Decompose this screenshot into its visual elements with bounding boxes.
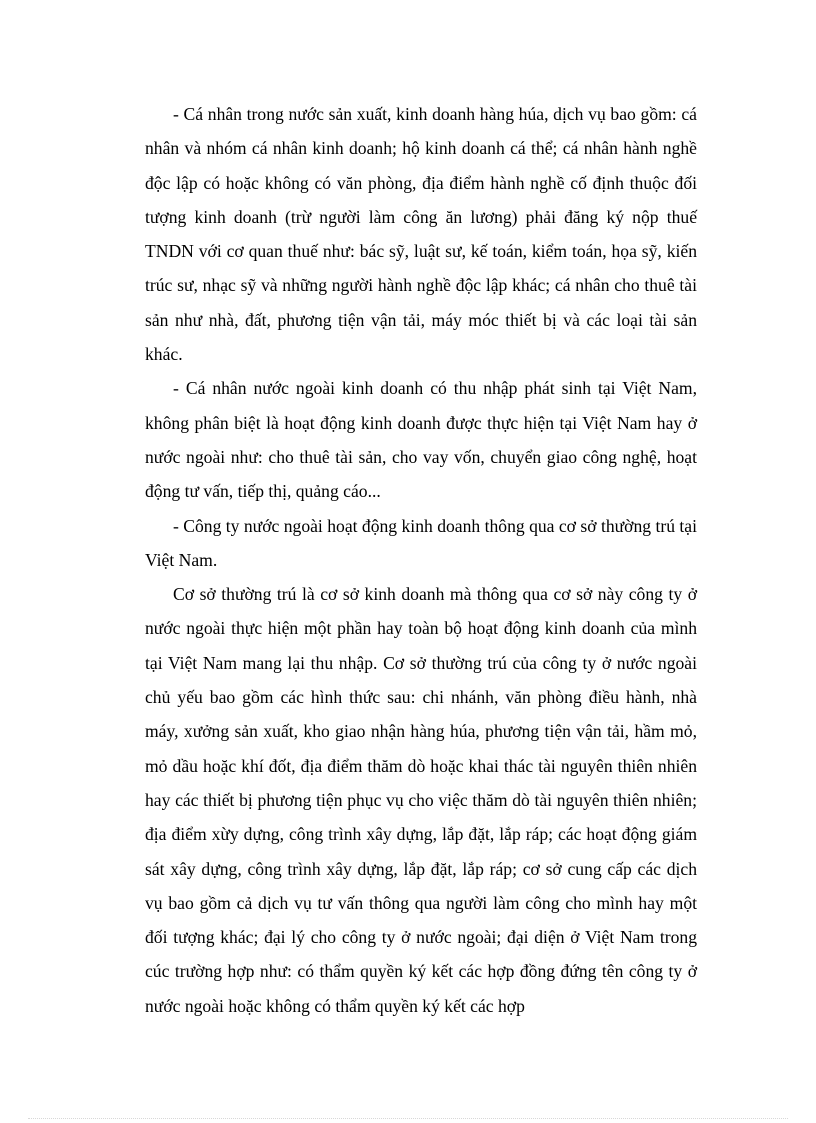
page-bottom-divider (28, 1118, 788, 1119)
paragraph-permanent-establishment: Cơ sở thường trú là cơ sở kinh doanh mà thông qua cơ sở này công ty ở nước ngoài thực hiện một phần hay toàn bộ hoạt động kinh doanh của mình tại Việt Nam mang lại thu nhập. Cơ sở thường trú của công ty ở nước ngoài chủ yếu bao gồm các hình thức sau: chi nhánh, văn phòng điều hành, nhà máy, xưởng sản xuất, kho giao nhận hàng húa, phương tiện vận tải, hầm mỏ, mỏ dầu hoặc khí đốt, địa điểm thăm dò hoặc khai thác tài nguyên thiên nhiên hay các thiết bị phương tiện phục vụ cho việc thăm dò tài nguyên thiên nhiên; địa điểm xừy dựng, công trình xây dựng, lắp đặt, lắp ráp; các hoạt động giám sát xây dựng, công trình xây dựng, lắp đặt, lắp ráp; cơ sở cung cấp các dịch vụ bao gồm cả dịch vụ tư vấn thông qua người làm công cho mình hay một đối tượng khác; đại lý cho công ty ở nước ngoài; đại diện ở Việt Nam trong cúc trường hợp như: có thẩm quyền ký kết các hợp đồng đứng tên công ty ở nước ngoài hoặc không có thẩm quyền ký kết các hợp (145, 584, 697, 1016)
paragraph-domestic-individuals: - Cá nhân trong nước sản xuất, kinh doanh hàng húa, dịch vụ bao gồm: cá nhân và nhóm cá nhân kinh doanh; hộ kinh doanh cá thể; cá nhân hành nghề độc lập có hoặc không có văn phòng, địa điểm hành nghề cố định thuộc đối tượng kinh doanh (trừ người làm công ăn lương) phải đăng ký nộp thuế TNDN với cơ quan thuế như: bác sỹ, luật sư, kế toán, kiểm toán, họa sỹ, kiến trúc sư, nhạc sỹ và những người hành nghề độc lập khác; cá nhân cho thuê tài sản như nhà, đất, phương tiện vận tải, máy móc thiết bị và các loại tài sản khác. (145, 104, 697, 365)
paragraph-foreign-companies: - Công ty nước ngoài hoạt động kinh doanh thông qua cơ sở thường trú tại Việt Nam. (145, 515, 697, 570)
document-body (145, 97, 697, 1023)
paragraph-foreign-individuals: - Cá nhân nước ngoài kinh doanh có thu nhập phát sinh tại Việt Nam, không phân biệt là hoạt động kinh doanh được thực hiện tại Việt Nam hay ở nước ngoài như: cho thuê tài sản, cho vay vốn, chuyển giao công nghệ, hoạt động tư vấn, tiếp thị, quảng cáo... (145, 378, 697, 502)
